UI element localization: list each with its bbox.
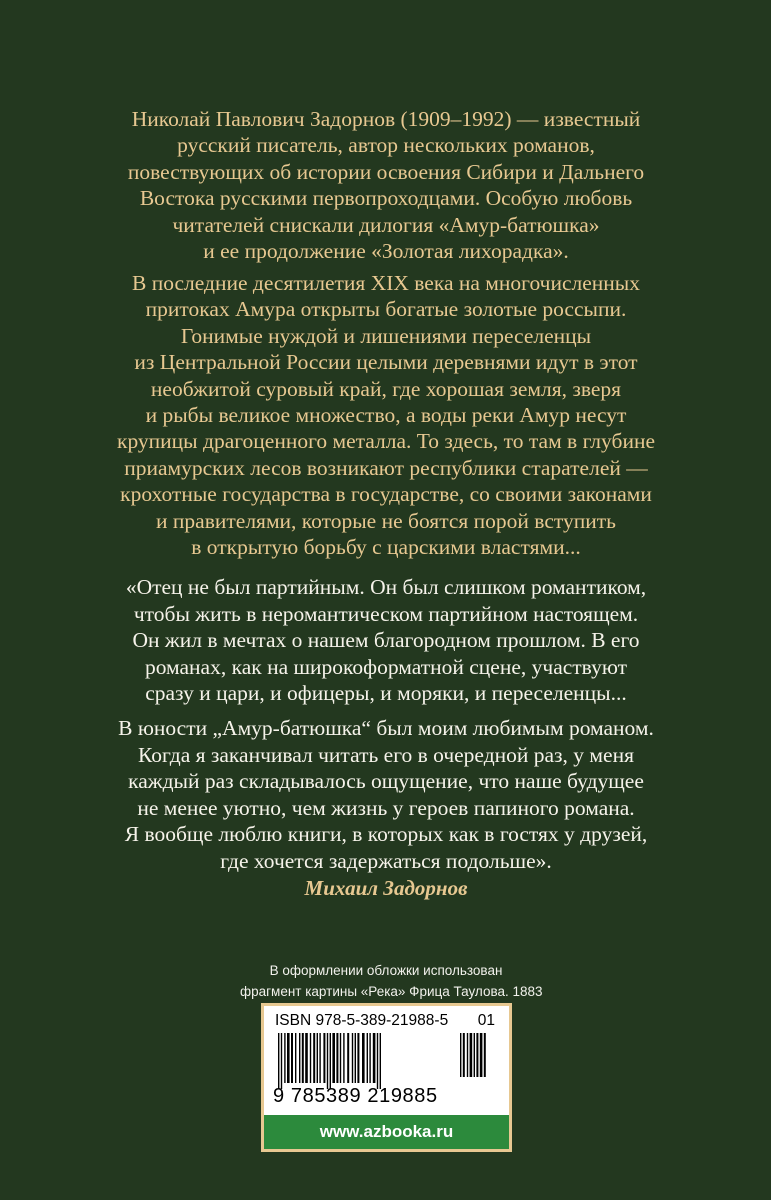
- barcode-addon-icon: [460, 1033, 494, 1083]
- quote-part-1: [70, 574, 702, 707]
- synopsis-line: приамурских лесов возникают республики старателей —: [124, 455, 648, 480]
- synopsis-line: и правителями, которые не боятся порой вступить: [156, 508, 616, 533]
- synopsis-line: В последние десятилетия XIX века на многочисленных: [132, 271, 640, 295]
- synopsis-line: и рыбы великое множество, а воды реки Амур несут: [145, 403, 627, 428]
- synopsis-line: из Центральной России целыми деревнями идут в этот: [134, 350, 638, 375]
- author-bio: [70, 106, 702, 264]
- quote-line: Когда я заканчивал читать его в очередной раз, у меня: [138, 742, 634, 767]
- isbn-addon-label: 01: [477, 1012, 495, 1029]
- isbn-label: ISBN 978-5-389-21988-5: [275, 1012, 449, 1029]
- quote-line: Я вообще люблю книги, в которых как в гостях у друзей,: [124, 822, 648, 847]
- barcode-digits: 9 785389 219885: [273, 1085, 438, 1107]
- bio-line: Николай Павлович Задорнов (1909–1992) — известный: [131, 107, 641, 131]
- quote-line: каждый раз складывалось ощущение, что наше будущее: [128, 769, 644, 794]
- quote-line: Он жил в мечтах о нашем благородном прошлом. В его: [132, 628, 640, 653]
- synopsis-line: крупицы драгоценного металла. То здесь, то там в глубине: [117, 429, 655, 454]
- credit-line: фрагмент картины «Река» Фрица Таулова. 1883: [240, 984, 543, 999]
- bio-line: и ее продолжение «Золотая лихорадка».: [203, 239, 569, 264]
- quote-line: не менее уютно, чем жизнь у героев папиного романа.: [137, 795, 635, 820]
- quote-line: где хочется задержаться подольше».: [220, 848, 552, 873]
- synopsis-line: необжитой суровый край, где хорошая земля, зверя: [150, 376, 622, 401]
- quote-line: В юности „Амур-батюшка“ был моим любимым романом.: [118, 716, 654, 740]
- synopsis-line: в открытую борьбу с царскими властями...: [191, 535, 581, 560]
- synopsis-line: крохотные государства в государстве, со своими законами: [120, 482, 652, 507]
- quote-part-2: [70, 715, 702, 875]
- quote-line: «Отец не был партийным. Он был слишком романтиком,: [125, 575, 647, 599]
- synopsis-line: Гонимые нуждой и лишениями переселенцы: [180, 323, 592, 348]
- bio-line: читателей снискали дилогия «Амур-батюшка»: [172, 212, 600, 237]
- quote-line: романах, как на широкоформатной сцене, участвуют: [144, 654, 628, 679]
- book-synopsis: [70, 270, 702, 560]
- credit-line: В оформлении обложки использован: [269, 963, 503, 978]
- barcode-icon: [278, 1033, 454, 1089]
- bio-line: русский писатель, автор нескольких романов,: [177, 133, 595, 158]
- quote-line: сразу и цари, и офицеры, и моряки, и переселенцы...: [145, 681, 627, 706]
- synopsis-line: притоках Амура открыты богатые золотые россыпи.: [145, 297, 627, 322]
- cover-art-credit: [240, 960, 543, 1002]
- quote-line: чтобы жить в неромантическом партийном настоящем.: [133, 601, 639, 626]
- quote-author: Михаил Задорнов: [304, 876, 468, 900]
- publisher-url: www.azbooka.ru: [264, 1115, 509, 1149]
- bio-line: повествующих об истории освоения Сибири и Дальнего: [127, 159, 645, 184]
- isbn-barcode-panel: [261, 1003, 512, 1152]
- bio-line: Востока русскими первопроходцами. Особую любовь: [139, 186, 633, 211]
